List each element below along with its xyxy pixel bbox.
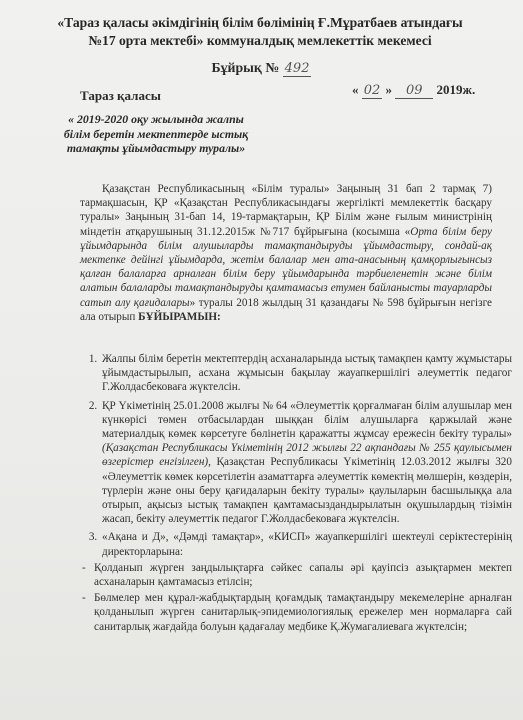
order-title: [0, 60, 523, 77]
order-item-1-text: Жалпы білім беретін мектептердің асханаларында ыстық тамақпен қамту жұмыстары ұйымдастырылып, асхана жұмысын бақылау жауапкершілігі әлеуметтік педагог Г.Жолдасбековаға жүктелсін.: [102, 353, 512, 394]
order-date: [352, 82, 475, 99]
order-item-3: [94, 530, 512, 633]
sub-item-2: - Бөлмелер мен құрал-жабдықтардың қоғамдық тамақтандыру мекемелеріне арналған қолданылып жүрген санитарлық-эпидемиологиялық ережелер мен нормаларға сай санитарлық жағдайда болуын қадағалау медбике Қ.Жумагалиевага жүктелсін;: [80, 591, 512, 634]
date-close-quote: »: [385, 82, 393, 97]
order-city: Тараз қаласы: [80, 88, 161, 103]
order-item-2-italic: (Қазақстан Республикасы Үкіметінің 2012 жылғы 22 ақпандағы № 255 қаулысымен өзгерістер енгізілген): [102, 442, 512, 469]
date-year: 2019ж.: [436, 82, 476, 97]
header-line-1: «Тараз қаласы әкімдігінің білім бөлімінің Ғ.Мұратбаев атындағы: [57, 15, 463, 30]
order-item-3-subitems: [80, 561, 512, 634]
order-title-prefix: Бұйрық №: [211, 60, 280, 75]
order-items: [80, 352, 512, 638]
order-item-2: [100, 399, 512, 527]
preamble-rules-italic: Орта білім беру ұйымдарында білім алушыларды тамақтандыруды ұйымдастыру, сондай-ақ мектепке дейінгі ұйымдарда, жетім балалар мен ата-анасының қамқорлығынсыз қалған балаларға арналған білім беру ұйымдарында тәрбиеленетін және білім алатын балаларды тамақтандыруды қамтамасыз етумен байланысты тауарларды сатып алу қағидалары: [80, 225, 492, 309]
date-day: 02: [363, 83, 381, 98]
order-item-2-text-b: , Қазақстан Республикасы Үкіметінің 12.03.2012 жылғы 320 «Әлеуметтік көмек көрсетілетін азаматтарға әлеуметтік көмектің мөлшерін, көздерін, түрлерін және оны беру қағидаларын бекіту туралы» қаулыларын басшылыққа ала отырып, ақысыз ыстық тамақпен қамтамасыздандырылатын оқушылардың тізімін жасап, бекіту әлеуметтік педагог Г.Жолдасбековаға жүктелсін.: [102, 456, 512, 526]
date-open-quote: «: [352, 82, 359, 97]
preamble-part-1: Қазақстан Республикасының «Білім туралы» Заңының 31 бап 2 тармақ 7) тармақшасын, ҚР «Қазақстан Республикасындағы жергілікті мемлекеттік басқару туралы» Заңының 31-бап 14, 19-тармақтарын, ҚР Білім және ғылым министрінің міндетін атқарушының 31.12.2015ж №717 бұйрығына (косымша «: [80, 183, 492, 238]
header-line-2: №17 орта мектебі» коммуналдық мемлекеттік мекемесі: [88, 33, 432, 48]
order-verb: БҰЙЫРАМЫН:: [138, 310, 221, 323]
order-item-1: [100, 352, 512, 395]
sub-item-1: - Қолданып жүрген заңдылықтарға сәйкес сапалы әрі қауіпсіз азықтармен мектеп асханаларын қамтамасыз етілсін;: [80, 561, 512, 589]
order-item-2-text-a: ҚР Үкіметінің 25.01.2008 жылғы № 64 «Әлеуметтік қорғалмаған білім алушылар мен күнкөрісі төмен отбасылардан шыққан білім алушыларға қаржылай және материалдық көмек көрсетуге бөлінетін қаражатты жұмсау ережесін бекіту туралы»: [102, 399, 512, 441]
preamble: [80, 182, 492, 324]
order-subject: « 2019-2020 оқу жылында жалпы білім беретін мектептерде ыстық тамақты ұйымдастыру туралы»: [63, 112, 249, 155]
order-number: 492: [284, 61, 310, 76]
preamble-paragraph: [80, 182, 492, 324]
order-item-3-text: «Ақана и Д», «Дәмді тамақтар», «КИСП» жауапкершілігі шектеулі серіктестерінің директорларына:: [102, 531, 512, 558]
date-month: 09: [395, 83, 433, 99]
preamble-part-2: » туралы 2018 жылдың 31 қазандағы № 598 бұйрығын негізге ала отырып: [80, 296, 492, 323]
